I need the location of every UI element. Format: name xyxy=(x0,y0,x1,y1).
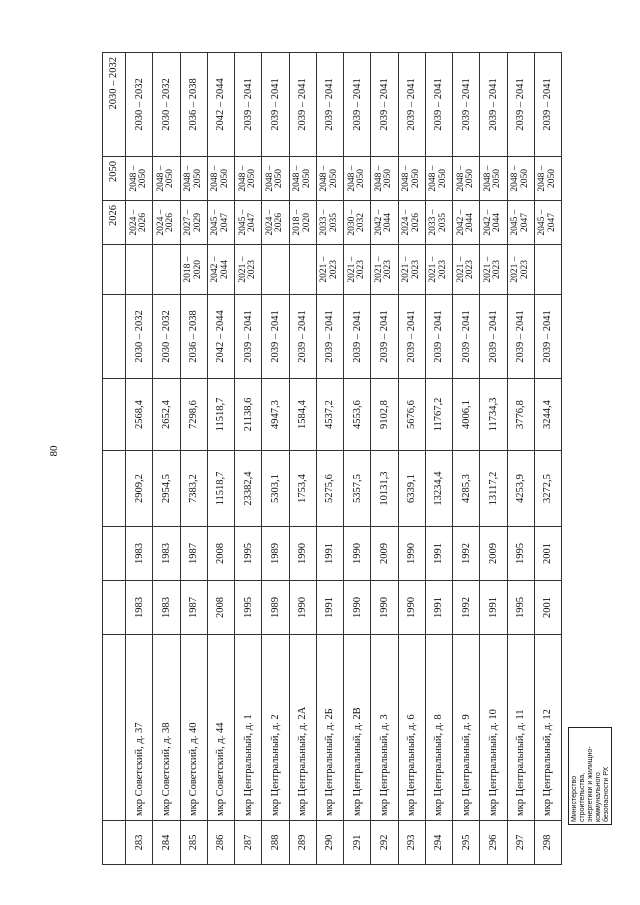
address-cell: мкр Советский, д. 37 xyxy=(126,635,153,821)
head-cell xyxy=(103,581,126,635)
address-cell: мкр Центральный, д. 11 xyxy=(507,635,534,821)
table-row xyxy=(534,53,561,865)
period-roof-cell: 2021 – 2023 xyxy=(316,245,343,295)
period-final-cell: 2039 – 2041 xyxy=(398,53,425,157)
living-area-cell: 4006,1 xyxy=(453,379,480,451)
period-systems-cell: 2048 – 2050 xyxy=(289,157,316,201)
total-area-cell: 5303,1 xyxy=(262,451,289,527)
page-number: 80 xyxy=(48,445,60,457)
commission-year-cell: 1991 xyxy=(316,527,343,581)
housing-registry-table xyxy=(102,52,562,865)
living-area-cell: 4947,3 xyxy=(262,379,289,451)
construction-year-cell: 1991 xyxy=(316,581,343,635)
stamp-line: энергетики и жилищно-коммунального xyxy=(587,746,603,822)
total-area-cell: 7383,2 xyxy=(180,451,207,527)
address-cell: мкр Центральный, д. 1 xyxy=(235,635,262,821)
construction-year-cell: 1983 xyxy=(153,581,180,635)
period-facade-cell: 2045 – 2047 xyxy=(534,201,561,245)
row-number-cell: 289 xyxy=(289,821,316,865)
head-cell xyxy=(103,245,126,295)
address-cell: мкр Центральный, д. 8 xyxy=(425,635,452,821)
period-systems-cell: 2048 – 2050 xyxy=(180,157,207,201)
period-final-cell: 2039 – 2041 xyxy=(316,53,343,157)
table-row xyxy=(344,53,371,865)
construction-year-cell: 1991 xyxy=(480,581,507,635)
repair-period-cell: 2030 – 2032 xyxy=(153,295,180,379)
row-number-cell: 297 xyxy=(507,821,534,865)
period-systems-cell: 2048 – 2050 xyxy=(398,157,425,201)
table-row xyxy=(235,53,262,865)
row-number-cell: 292 xyxy=(371,821,398,865)
period-facade-cell: 2030 – 2032 xyxy=(344,201,371,245)
construction-year-cell: 1990 xyxy=(398,581,425,635)
living-area-cell: 3244,4 xyxy=(534,379,561,451)
period-final-cell: 2039 – 2041 xyxy=(480,53,507,157)
address-cell: мкр Центральный, д. 2Б xyxy=(316,635,343,821)
period-final-cell: 2039 – 2041 xyxy=(289,53,316,157)
row-number-cell: 291 xyxy=(344,821,371,865)
period-roof-cell: 2021 – 2023 xyxy=(344,245,371,295)
repair-period-cell: 2039 – 2041 xyxy=(289,295,316,379)
period-facade-cell: 2024 – 2026 xyxy=(398,201,425,245)
period-facade-cell: 2045 – 2047 xyxy=(235,201,262,245)
head-cell-2050: 2050 xyxy=(103,157,126,201)
period-facade-cell: 2024 – 2026 xyxy=(262,201,289,245)
period-systems-cell: 2048 – 2050 xyxy=(153,157,180,201)
commission-year-cell: 1995 xyxy=(235,527,262,581)
commission-year-cell: 1992 xyxy=(453,527,480,581)
period-systems-cell: 2048 – 2050 xyxy=(425,157,452,201)
commission-year-cell: 1990 xyxy=(398,527,425,581)
commission-year-cell: 2009 xyxy=(371,527,398,581)
period-systems-cell: 2048 – 2050 xyxy=(371,157,398,201)
construction-year-cell: 2001 xyxy=(534,581,561,635)
commission-year-cell: 2001 xyxy=(534,527,561,581)
head-cell-period: 2030 – 2032 xyxy=(103,53,126,157)
total-area-cell: 2909,2 xyxy=(126,451,153,527)
commission-year-cell: 1991 xyxy=(425,527,452,581)
living-area-cell: 5676,6 xyxy=(398,379,425,451)
total-area-cell: 5275,6 xyxy=(316,451,343,527)
repair-period-cell: 2039 – 2041 xyxy=(534,295,561,379)
table-row xyxy=(398,53,425,865)
period-roof-cell: 2021 – 2023 xyxy=(371,245,398,295)
construction-year-cell: 1995 xyxy=(235,581,262,635)
period-systems-cell: 2048 – 2050 xyxy=(126,157,153,201)
row-number-cell: 293 xyxy=(398,821,425,865)
head-cell xyxy=(103,635,126,821)
period-roof-cell: 2021 – 2023 xyxy=(480,245,507,295)
address-cell: мкр Центральный, д. 9 xyxy=(453,635,480,821)
period-roof-cell: 2021 – 2023 xyxy=(398,245,425,295)
period-systems-cell: 2048 – 2050 xyxy=(480,157,507,201)
period-systems-cell: 2048 – 2050 xyxy=(235,157,262,201)
construction-year-cell: 1992 xyxy=(453,581,480,635)
living-area-cell: 21138,6 xyxy=(235,379,262,451)
total-area-cell: 10131,3 xyxy=(371,451,398,527)
period-final-cell: 2039 – 2041 xyxy=(425,53,452,157)
period-roof-cell: 2021 – 2023 xyxy=(425,245,452,295)
construction-year-cell: 2008 xyxy=(207,581,234,635)
repair-period-cell: 2042 – 2044 xyxy=(207,295,234,379)
period-roof-cell xyxy=(262,245,289,295)
period-systems-cell: 2048 – 2050 xyxy=(316,157,343,201)
period-systems-cell: 2048 – 2050 xyxy=(453,157,480,201)
period-facade-cell: 2042 – 2044 xyxy=(453,201,480,245)
head-cell-2026: 2026 xyxy=(103,201,126,245)
head-cell xyxy=(103,527,126,581)
repair-period-cell: 2039 – 2041 xyxy=(371,295,398,379)
period-systems-cell: 2048 – 2050 xyxy=(344,157,371,201)
construction-year-cell: 1987 xyxy=(180,581,207,635)
repair-period-cell: 2039 – 2041 xyxy=(507,295,534,379)
table-row xyxy=(180,53,207,865)
period-final-cell: 2039 – 2041 xyxy=(534,53,561,157)
commission-year-cell: 1983 xyxy=(126,527,153,581)
period-roof-cell xyxy=(534,245,561,295)
row-number-cell: 298 xyxy=(534,821,561,865)
construction-year-cell: 1990 xyxy=(289,581,316,635)
period-final-cell: 2039 – 2041 xyxy=(344,53,371,157)
total-area-cell: 4253,9 xyxy=(507,451,534,527)
total-area-cell: 1753,4 xyxy=(289,451,316,527)
address-cell: мкр Центральный, д. 6 xyxy=(398,635,425,821)
row-number-cell: 286 xyxy=(207,821,234,865)
period-systems-cell: 2048 – 2050 xyxy=(207,157,234,201)
period-final-cell: 2039 – 2041 xyxy=(453,53,480,157)
commission-year-cell: 1987 xyxy=(180,527,207,581)
period-roof-cell: 2021 – 2023 xyxy=(507,245,534,295)
row-number-cell: 283 xyxy=(126,821,153,865)
repair-period-cell: 2030 – 2032 xyxy=(126,295,153,379)
period-final-cell: 2039 – 2041 xyxy=(371,53,398,157)
construction-year-cell: 1989 xyxy=(262,581,289,635)
address-cell: мкр Центральный, д. 2 xyxy=(262,635,289,821)
period-facade-cell: 2033 – 2035 xyxy=(425,201,452,245)
repair-period-cell: 2039 – 2041 xyxy=(425,295,452,379)
address-cell: мкр Советский, д. 38 xyxy=(153,635,180,821)
commission-year-cell: 1990 xyxy=(344,527,371,581)
head-cell xyxy=(103,821,126,865)
row-number-cell: 285 xyxy=(180,821,207,865)
row-number-cell: 294 xyxy=(425,821,452,865)
stamp-line: безопасности РХ xyxy=(603,766,611,822)
address-cell: мкр Советский, д. 40 xyxy=(180,635,207,821)
construction-year-cell: 1991 xyxy=(425,581,452,635)
living-area-cell: 4537,2 xyxy=(316,379,343,451)
commission-year-cell: 1995 xyxy=(507,527,534,581)
address-cell: мкр Центральный, д. 10 xyxy=(480,635,507,821)
table-row xyxy=(453,53,480,865)
table-row xyxy=(480,53,507,865)
row-number-cell: 284 xyxy=(153,821,180,865)
living-area-cell: 7298,6 xyxy=(180,379,207,451)
total-area-cell: 2954,5 xyxy=(153,451,180,527)
living-area-cell: 11767,2 xyxy=(425,379,452,451)
period-final-cell: 2036 – 2038 xyxy=(180,53,207,157)
period-facade-cell: 2024 – 2026 xyxy=(126,201,153,245)
total-area-cell: 13234,4 xyxy=(425,451,452,527)
repair-period-cell: 2039 – 2041 xyxy=(398,295,425,379)
address-cell: мкр Центральный, д. 3 xyxy=(371,635,398,821)
repair-period-cell: 2039 – 2041 xyxy=(262,295,289,379)
total-area-cell: 3272,5 xyxy=(534,451,561,527)
period-systems-cell: 2048 – 2050 xyxy=(262,157,289,201)
period-facade-cell: 2027 – 2029 xyxy=(180,201,207,245)
ministry-stamp xyxy=(568,727,612,825)
period-roof-cell: 2042 – 2044 xyxy=(207,245,234,295)
period-roof-cell: 2018 – 2020 xyxy=(180,245,207,295)
total-area-cell: 23382,4 xyxy=(235,451,262,527)
period-facade-cell: 2042 – 2044 xyxy=(480,201,507,245)
table-row xyxy=(126,53,153,865)
period-facade-cell: 2033 – 2035 xyxy=(316,201,343,245)
row-number-cell: 296 xyxy=(480,821,507,865)
period-final-cell: 2039 – 2041 xyxy=(507,53,534,157)
address-cell: мкр Центральный, д. 2А xyxy=(289,635,316,821)
period-facade-cell: 2045 – 2047 xyxy=(507,201,534,245)
living-area-cell: 11518,7 xyxy=(207,379,234,451)
period-facade-cell: 2042 – 2044 xyxy=(371,201,398,245)
repair-period-cell: 2039 – 2041 xyxy=(480,295,507,379)
period-final-cell: 2030 – 2032 xyxy=(153,53,180,157)
period-roof-cell: 2021 – 2023 xyxy=(235,245,262,295)
row-number-cell: 287 xyxy=(235,821,262,865)
total-area-cell: 13117,2 xyxy=(480,451,507,527)
period-final-cell: 2039 – 2041 xyxy=(235,53,262,157)
living-area-cell: 2652,4 xyxy=(153,379,180,451)
living-area-cell: 4553,6 xyxy=(344,379,371,451)
living-area-cell: 3776,8 xyxy=(507,379,534,451)
table-row xyxy=(371,53,398,865)
total-area-cell: 4285,3 xyxy=(453,451,480,527)
head-cell xyxy=(103,379,126,451)
period-facade-cell: 2024 – 2026 xyxy=(153,201,180,245)
table-row xyxy=(507,53,534,865)
period-roof-cell xyxy=(153,245,180,295)
period-final-cell: 2030 – 2032 xyxy=(126,53,153,157)
head-cell xyxy=(103,295,126,379)
address-cell: мкр Центральный, д. 12 xyxy=(534,635,561,821)
row-number-cell: 290 xyxy=(316,821,343,865)
commission-year-cell: 2009 xyxy=(480,527,507,581)
construction-year-cell: 1990 xyxy=(371,581,398,635)
table-head-row xyxy=(103,53,126,865)
address-cell: мкр Советский, д. 44 xyxy=(207,635,234,821)
total-area-cell: 5357,5 xyxy=(344,451,371,527)
period-final-cell: 2042 – 2044 xyxy=(207,53,234,157)
table-row xyxy=(289,53,316,865)
repair-period-cell: 2039 – 2041 xyxy=(344,295,371,379)
row-number-cell: 288 xyxy=(262,821,289,865)
repair-period-cell: 2036 – 2038 xyxy=(180,295,207,379)
commission-year-cell: 1989 xyxy=(262,527,289,581)
total-area-cell: 11518,7 xyxy=(207,451,234,527)
commission-year-cell: 1983 xyxy=(153,527,180,581)
head-cell xyxy=(103,451,126,527)
living-area-cell: 9102,8 xyxy=(371,379,398,451)
period-roof-cell xyxy=(126,245,153,295)
construction-year-cell: 1983 xyxy=(126,581,153,635)
period-systems-cell: 2048 – 2050 xyxy=(534,157,561,201)
table-row xyxy=(207,53,234,865)
period-systems-cell: 2048 – 2050 xyxy=(507,157,534,201)
period-facade-cell: 2045 – 2047 xyxy=(207,201,234,245)
commission-year-cell: 2008 xyxy=(207,527,234,581)
period-roof-cell: 2021 – 2023 xyxy=(453,245,480,295)
total-area-cell: 6339,1 xyxy=(398,451,425,527)
table-row xyxy=(425,53,452,865)
commission-year-cell: 1990 xyxy=(289,527,316,581)
address-cell: мкр Центральный, д. 2В xyxy=(344,635,371,821)
repair-period-cell: 2039 – 2041 xyxy=(316,295,343,379)
table-row xyxy=(153,53,180,865)
repair-period-cell: 2039 – 2041 xyxy=(235,295,262,379)
period-final-cell: 2039 – 2041 xyxy=(262,53,289,157)
living-area-cell: 1584,4 xyxy=(289,379,316,451)
row-number-cell: 295 xyxy=(453,821,480,865)
repair-period-cell: 2039 – 2041 xyxy=(453,295,480,379)
table-row xyxy=(262,53,289,865)
construction-year-cell: 1995 xyxy=(507,581,534,635)
table-row xyxy=(316,53,343,865)
living-area-cell: 11734,3 xyxy=(480,379,507,451)
rotated-table-wrapper xyxy=(102,53,562,865)
living-area-cell: 2568,4 xyxy=(126,379,153,451)
stamp-line: Министерство строительства, xyxy=(571,772,587,822)
period-facade-cell: 2018 – 2020 xyxy=(289,201,316,245)
construction-year-cell: 1990 xyxy=(344,581,371,635)
period-roof-cell xyxy=(289,245,316,295)
